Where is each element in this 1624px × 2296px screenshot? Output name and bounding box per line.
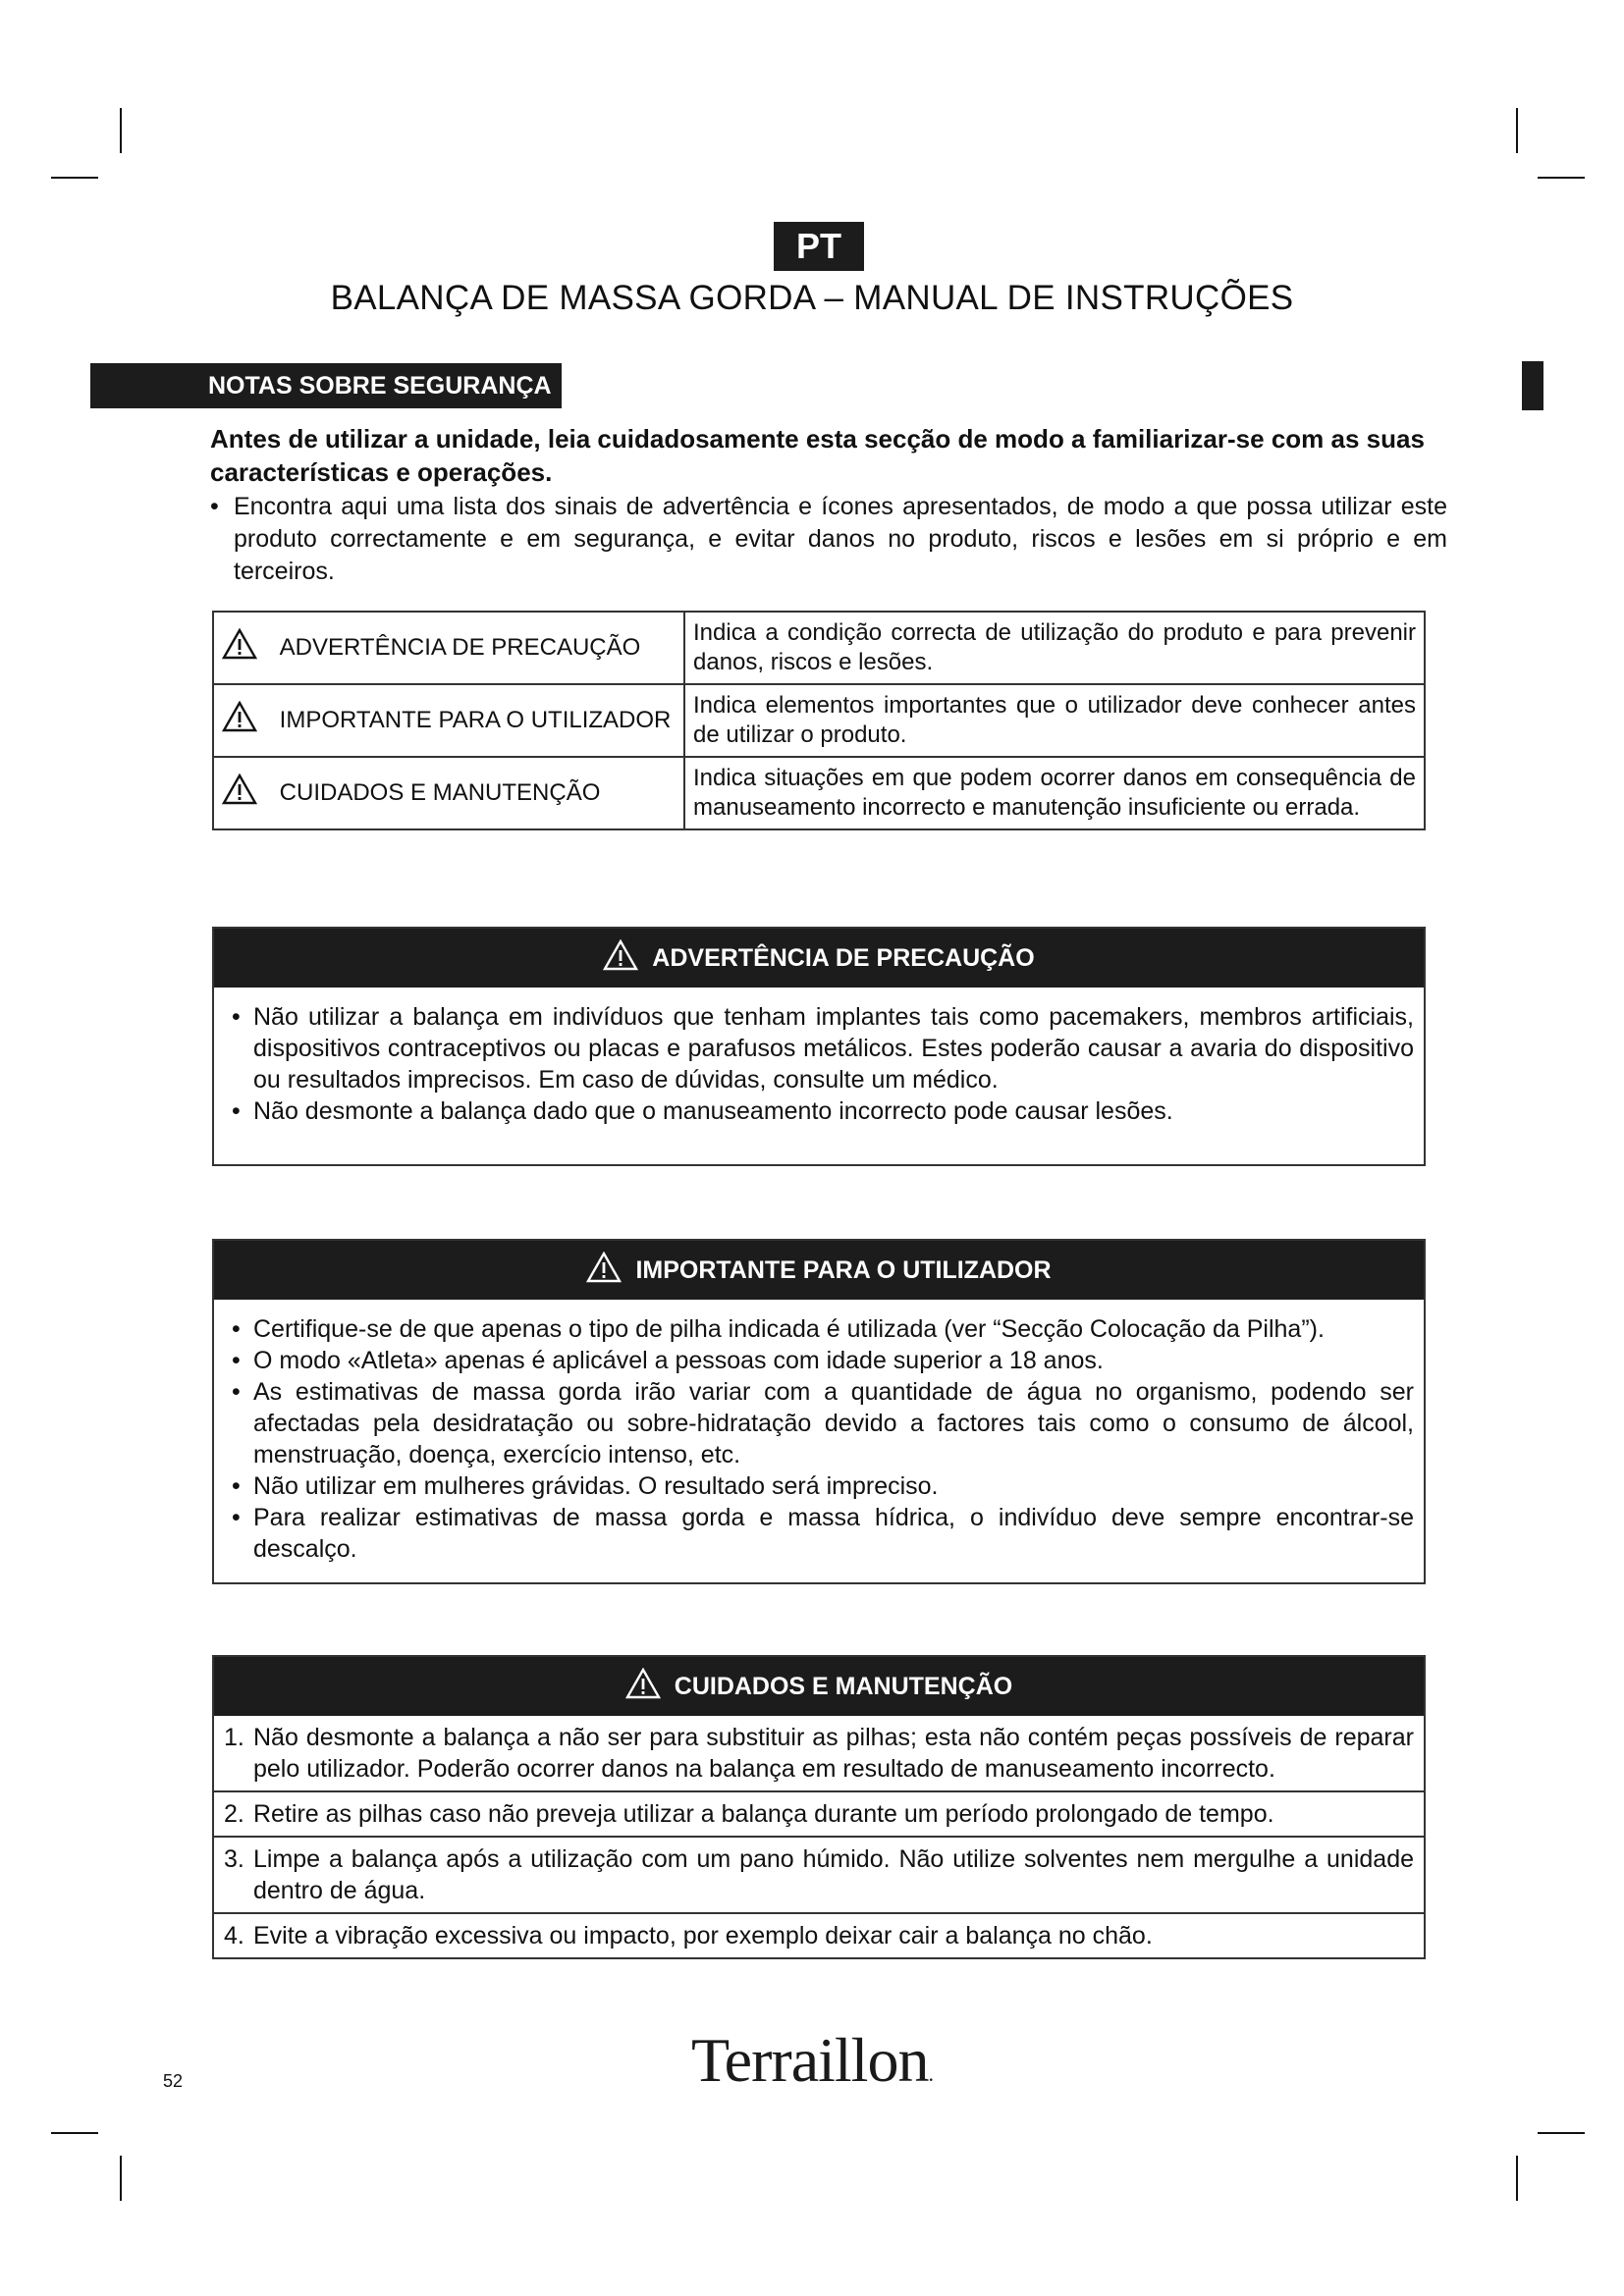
bullet-dot: • bbox=[210, 493, 219, 520]
crop-mark bbox=[1516, 2156, 1518, 2201]
list-item: • O modo «Atleta» apenas é aplicável a pessoas com idade superior a 18 anos. bbox=[232, 1347, 1104, 1374]
important-box bbox=[212, 1239, 1426, 1584]
crop-mark bbox=[1538, 177, 1585, 179]
crop-mark bbox=[1538, 2132, 1585, 2134]
list-item: • Certifique-se de que apenas o tipo de pilha indicada é utilizada (ver “Secção Colocação da Pilha”). bbox=[232, 1315, 1325, 1343]
legend-label: ADVERTÊNCIA DE PRECAUÇÃO bbox=[279, 634, 641, 661]
list-item: • As estimativas de massa gorda irão variar com a quantidade de água no organismo, podendo ser afectadas pela desidratação ou sobre-hidratação devido a factores tais como o consumo de álcool, menstruação, doença, exercício intenso, etc. bbox=[232, 1378, 1414, 1468]
crop-mark bbox=[51, 177, 98, 179]
legend-row bbox=[213, 612, 1425, 684]
list-item: • Para realizar estimativas de massa gorda e massa hídrica, o indivíduo deve sempre encontrar-se descalço. bbox=[232, 1504, 1414, 1563]
warning-triangle-icon bbox=[586, 1252, 622, 1290]
list-item: • Não utilizar em mulheres grávidas. O resultado será impreciso. bbox=[232, 1472, 939, 1500]
list-item: • Não utilizar a balança em indivíduos que tenham implantes tais como pacemakers, membros artificiais, dispositivos contraceptivos ou placas e parafusos metálicos. Estes poderão causar a avaria do dispositivo ou resultados imprecisos. Em caso de dúvidas, consulte um médico. bbox=[232, 1003, 1414, 1094]
legend-description: Indica a condição correcta de utilização do produto e para prevenir danos, riscos e lesões. bbox=[684, 612, 1425, 684]
warning-legend-table bbox=[212, 611, 1426, 830]
intro-bullet bbox=[210, 491, 1447, 588]
warning-triangle-icon bbox=[222, 628, 257, 667]
crop-mark bbox=[51, 2132, 98, 2134]
crop-mark bbox=[120, 108, 122, 153]
crop-mark bbox=[120, 2156, 122, 2201]
intro-bullet-text: Encontra aqui uma lista dos sinais de advertência e ícones apresentados, de modo a que possa utilizar este produto correctamente e em segurança, e evitar danos no produto, riscos e lesões em si próprio e em terceiros. bbox=[234, 493, 1447, 585]
list-item: 1. Não desmonte a balança a não ser para substituir as pilhas; esta não contém peças possíveis de reparar pelo utilizador. Poderão ocorrer danos na balança em resultado de manuseamento incorrecto. bbox=[224, 1724, 1414, 1783]
intro-lead: Antes de utilizar a unidade, leia cuidadosamente esta secção de modo a familiarizar-se com as suas características e operações. bbox=[210, 424, 1425, 487]
warning-triangle-icon bbox=[603, 939, 638, 978]
warning-triangle-icon bbox=[222, 774, 257, 813]
list-item: 4. Evite a vibração excessiva ou impacto, por exemplo deixar cair a balança no chão. bbox=[214, 1912, 1424, 1957]
warning-triangle-icon bbox=[625, 1668, 661, 1706]
warning-triangle-icon bbox=[222, 701, 257, 740]
list-item: • Não desmonte a balança dado que o manuseamento incorrecto pode causar lesões. bbox=[232, 1097, 1173, 1125]
legend-row bbox=[213, 757, 1425, 829]
legend-description: Indica situações em que podem ocorrer danos em consequência de manuseamento incorrecto e manutenção insuficiente ou errada. bbox=[684, 757, 1425, 829]
list-item: 2. Retire as pilhas caso não preveja utilizar a balança durante um período prolongado de tempo. bbox=[214, 1790, 1424, 1836]
care-box-title: CUIDADOS E MANUTENÇÃO bbox=[674, 1672, 1013, 1700]
legend-description: Indica elementos importantes que o utilizador deve conhecer antes de utilizar o produto. bbox=[684, 684, 1425, 757]
important-box-header bbox=[214, 1241, 1424, 1300]
section-heading: NOTAS SOBRE SEGURANÇA bbox=[90, 363, 562, 408]
page-number: 52 bbox=[163, 2071, 184, 2091]
crop-mark bbox=[1516, 108, 1518, 153]
warning-box bbox=[212, 927, 1426, 1166]
legend-row bbox=[213, 684, 1425, 757]
language-badge: PT bbox=[774, 222, 864, 271]
document-title: BALANÇA DE MASSA GORDA – MANUAL DE INSTRUÇÕES bbox=[330, 279, 1294, 317]
edge-tab-marker bbox=[1522, 361, 1543, 410]
warning-box-header bbox=[214, 929, 1424, 988]
important-box-title: IMPORTANTE PARA O UTILIZADOR bbox=[635, 1255, 1052, 1284]
care-box bbox=[212, 1655, 1426, 1959]
brand-logo: Terraillon. bbox=[691, 2025, 933, 2095]
list-item: 3. Limpe a balança após a utilização com um pano húmido. Não utilize solventes nem mergulhe a unidade dentro de água. bbox=[214, 1836, 1424, 1912]
legend-label: IMPORTANTE PARA O UTILIZADOR bbox=[279, 707, 672, 733]
warning-box-title: ADVERTÊNCIA DE PRECAUÇÃO bbox=[652, 943, 1035, 972]
legend-label: CUIDADOS E MANUTENÇÃO bbox=[279, 779, 601, 806]
care-box-header bbox=[214, 1657, 1424, 1716]
